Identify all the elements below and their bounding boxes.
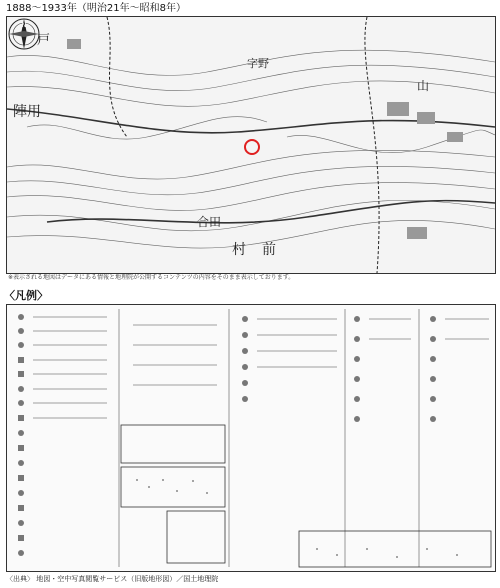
location-marker [245, 140, 259, 154]
place-label: 戸 [37, 33, 51, 48]
place-label: 村 [232, 242, 246, 258]
historical-map[interactable] [6, 16, 496, 274]
legend-panel [6, 304, 496, 572]
place-label: 山 [417, 79, 430, 93]
legend-title: 〈凡例〉 [4, 289, 48, 302]
compass-north-label: N [21, 22, 27, 29]
period-label: 1888～1933年（明治21年～昭和8年） [6, 3, 186, 14]
place-label: 字野 [247, 57, 269, 70]
place-label: 陣用 [13, 104, 41, 120]
place-label: 合田 [197, 215, 222, 229]
compass-rose-icon [7, 17, 41, 51]
map-note: ※表示される地図はデータにある情報と地理院が公開するコンテンツの内容をそのまま表示しております。 [8, 274, 295, 281]
legend-symbols [7, 305, 495, 571]
place-label: 前 [262, 242, 276, 258]
source-credit: 〈出典〉 地図・空中写真閲覧サービス（旧版地形図）／国土地理院 [6, 575, 219, 583]
